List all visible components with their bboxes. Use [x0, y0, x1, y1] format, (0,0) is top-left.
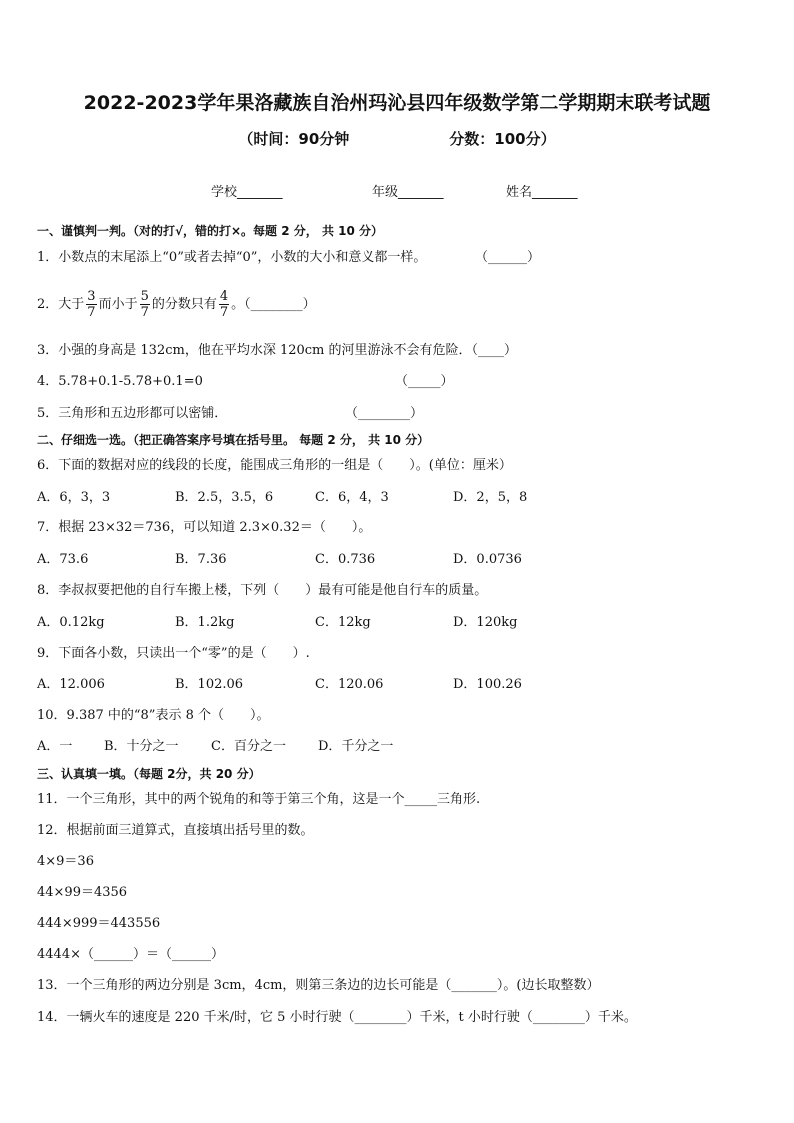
- question-6: 6．下面的数据对应的线段的长度，能围成三角形的一组是（ ）。(单位：厘米）: [37, 458, 512, 473]
- question-7-option-d: D．0.0736: [453, 552, 522, 567]
- name-field: 姓名_______: [506, 185, 578, 200]
- school-field: 学校_______: [211, 185, 283, 200]
- total-score: 分数：100分）: [449, 130, 556, 148]
- question-10: 10．9.387 中的“8”表示 8 个（ ）。: [37, 708, 270, 723]
- question-8-option-a: A．0.12kg: [37, 615, 105, 630]
- question-8: 8．李叔叔要把他的自行车搬上楼，下列（ ）最有可能是他自行车的质量。: [37, 583, 488, 598]
- question-1-blank: （______）: [475, 250, 541, 265]
- equation-1: 4×9＝36: [37, 854, 94, 869]
- question-6-option-b: B．2.5，3.5，6: [175, 490, 274, 505]
- question-4: 4．5.78+0.1-5.78+0.1=0: [37, 374, 203, 389]
- question-10-option-a: A．一: [37, 739, 73, 754]
- question-6-option-d: D．2，5，8: [453, 490, 528, 505]
- question-9-option-b: B．102.06: [175, 677, 244, 692]
- question-8-option-c: C．12kg: [315, 615, 371, 630]
- question-9: 9．下面各小数，只读出一个“零”的是（ ）.: [37, 646, 310, 661]
- question-6-option-c: C．6，4，3: [315, 490, 389, 505]
- question-2: [37, 287, 316, 323]
- section-1-heading: 一、谨慎判一判。（对的打√，错的打×。每题 2 分， 共 10 分）: [37, 224, 383, 238]
- time-limit: （时间：90分钟: [238, 130, 350, 148]
- section-3-heading: 三、认真填一填。（每题 2分，共 20 分）: [37, 767, 261, 781]
- question-2-text-mid: 而小于: [98, 297, 138, 312]
- question-5: 5．三角形和五边形都可以密铺．: [37, 406, 228, 421]
- question-2-text-mid2: 的分数只有: [151, 297, 217, 312]
- question-7: 7．根据 23×32＝736，可以知道 2.3×0.32＝（ ）。: [37, 520, 372, 535]
- question-1-text: 1．小数点的末尾添上“0”或者去掉“0”，小数的大小和意义都一样。: [37, 250, 427, 265]
- section-2-heading: 二、仔细选一选。（把正确答案序号填在括号里。 每题 2 分， 共 10 分）: [37, 433, 430, 447]
- question-9-option-c: C．120.06: [315, 677, 384, 692]
- question-4-blank: （_____）: [395, 374, 454, 389]
- page-title: 2022-2023学年果洛藏族自治州玛沁县四年级数学第二学期期末联考试题: [83, 92, 711, 114]
- equation-4: 4444×（______）＝（______）: [37, 947, 224, 962]
- question-10-option-d: D．千分之一: [318, 739, 394, 754]
- question-13: 13．一个三角形的两边分别是 3cm，4cm，则第三条边的边长可能是（_______）。(边长取整数）: [37, 978, 600, 993]
- question-7-option-a: A．73.6: [37, 552, 89, 567]
- question-2-blank: 。（________）: [231, 297, 316, 312]
- equation-3: 444×999＝443556: [37, 916, 161, 931]
- fraction-4-7: $\frac{4}{7}$: [219, 289, 229, 320]
- question-12: 12．根据前面三道算式，直接填出括号里的数。: [37, 823, 314, 838]
- question-14: 14．一辆火车的速度是 220 千米/时，它 5 小时行驶（________）千米，t 小时行驶（________）千米。: [37, 1010, 637, 1025]
- question-8-option-d: D．120kg: [453, 615, 518, 630]
- grade-field: 年级_______: [372, 185, 444, 200]
- equation-2: 44×99＝4356: [37, 885, 128, 900]
- question-3: 3．小强的身高是 132cm，他在平均水深 120cm 的河里游泳不会有危险．（____）: [37, 343, 518, 358]
- question-6-option-a: A．6，3，3: [37, 490, 111, 505]
- question-10-option-b: B．十分之一: [104, 739, 179, 754]
- question-9-option-d: D．100.26: [453, 677, 522, 692]
- question-5-blank: （________）: [345, 406, 424, 421]
- fraction-3-7: $\frac{3}{7}$: [87, 289, 96, 320]
- question-8-option-b: B．1.2kg: [175, 615, 235, 630]
- fraction-5-7: $\frac{5}{7}$: [140, 289, 149, 320]
- exam-meta: [0, 128, 794, 149]
- question-11: 11．一个三角形，其中的两个锐角的和等于第三个角，这是一个_____三角形.: [37, 792, 481, 807]
- question-10-option-c: C．百分之一: [211, 739, 286, 754]
- question-1: [37, 249, 426, 267]
- question-2-text-pre: 2．大于: [37, 297, 85, 312]
- question-9-option-a: A．12.006: [37, 677, 105, 692]
- question-7-option-c: C．0.736: [315, 552, 376, 567]
- question-7-option-b: B．7.36: [175, 552, 227, 567]
